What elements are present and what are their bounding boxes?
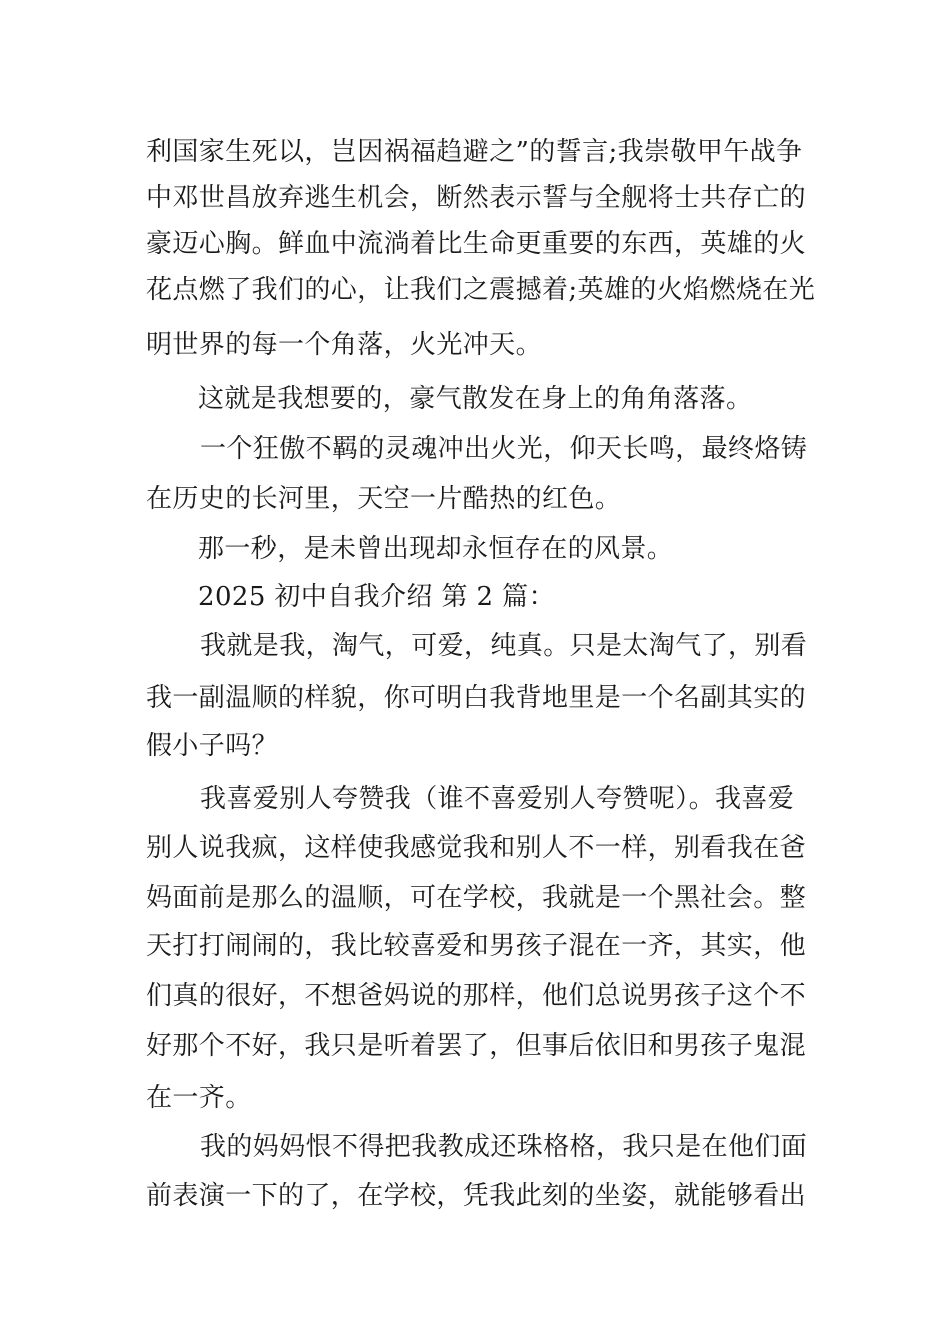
text-line: 我一副温顺的样貌，你可明白我背地里是一个名副其实的 — [146, 683, 807, 713]
text-line: 豪迈心胸。鲜血中流淌着比生命更重要的东西，英雄的火 — [146, 229, 807, 259]
text-line: 天打打闹闹的，我比较喜爱和男孩子混在一齐，其实，他 — [146, 931, 807, 961]
text-line: 前表演一下的了，在学校，凭我此刻的坐姿，就能够看出 — [146, 1181, 807, 1211]
text-line: 花点燃了我们的心，让我们之震撼着;英雄的火焰燃烧在光 — [146, 275, 816, 305]
text-line: 明世界的每一个角落，火光冲天。 — [146, 330, 543, 360]
text-line: 们真的很好，不想爸妈说的那样，他们总说男孩子这个不 — [146, 981, 807, 1011]
text-line: 在历史的长河里，天空一片酷热的红色。 — [146, 484, 622, 514]
text-line: 中邓世昌放弃逃生机会，断然表示誓与全舰将士共存亡的 — [146, 183, 807, 213]
text-line: 好那个不好，我只是听着罢了，但事后依旧和男孩子鬼混 — [146, 1031, 807, 1061]
text-line: 别人说我疯，这样使我感觉我和别人不一样，别看我在爸 — [146, 833, 807, 863]
text-line: 我的妈妈恨不得把我教成还珠格格，我只是在他们面 — [200, 1132, 808, 1162]
section-heading: 2025 初中自我介绍 第 2 篇： — [198, 582, 555, 612]
text-line: 利国家生死以，岂因祸福趋避之”的誓言;我崇敬甲午战争 — [146, 137, 803, 167]
text-line: 我就是我，淘气，可爱，纯真。只是太淘气了，别看 — [200, 631, 808, 661]
text-line: 这就是我想要的，豪气散发在身上的角角落落。 — [198, 384, 753, 414]
text-line: 妈面前是那么的温顺，可在学校，我就是一个黑社会。整 — [146, 883, 807, 913]
text-line: 我喜爱别人夸赞我（谁不喜爱别人夸赞呢）。我喜爱 — [200, 784, 795, 814]
text-line: 在一齐。 — [146, 1083, 252, 1113]
text-line: 假小子吗？ — [146, 731, 279, 761]
text-line: 一个狂傲不羁的灵魂冲出火光，仰天长鸣，最终烙铸 — [200, 434, 808, 464]
text-line: 那一秒，是未曾出现却永恒存在的风景。 — [198, 534, 674, 564]
